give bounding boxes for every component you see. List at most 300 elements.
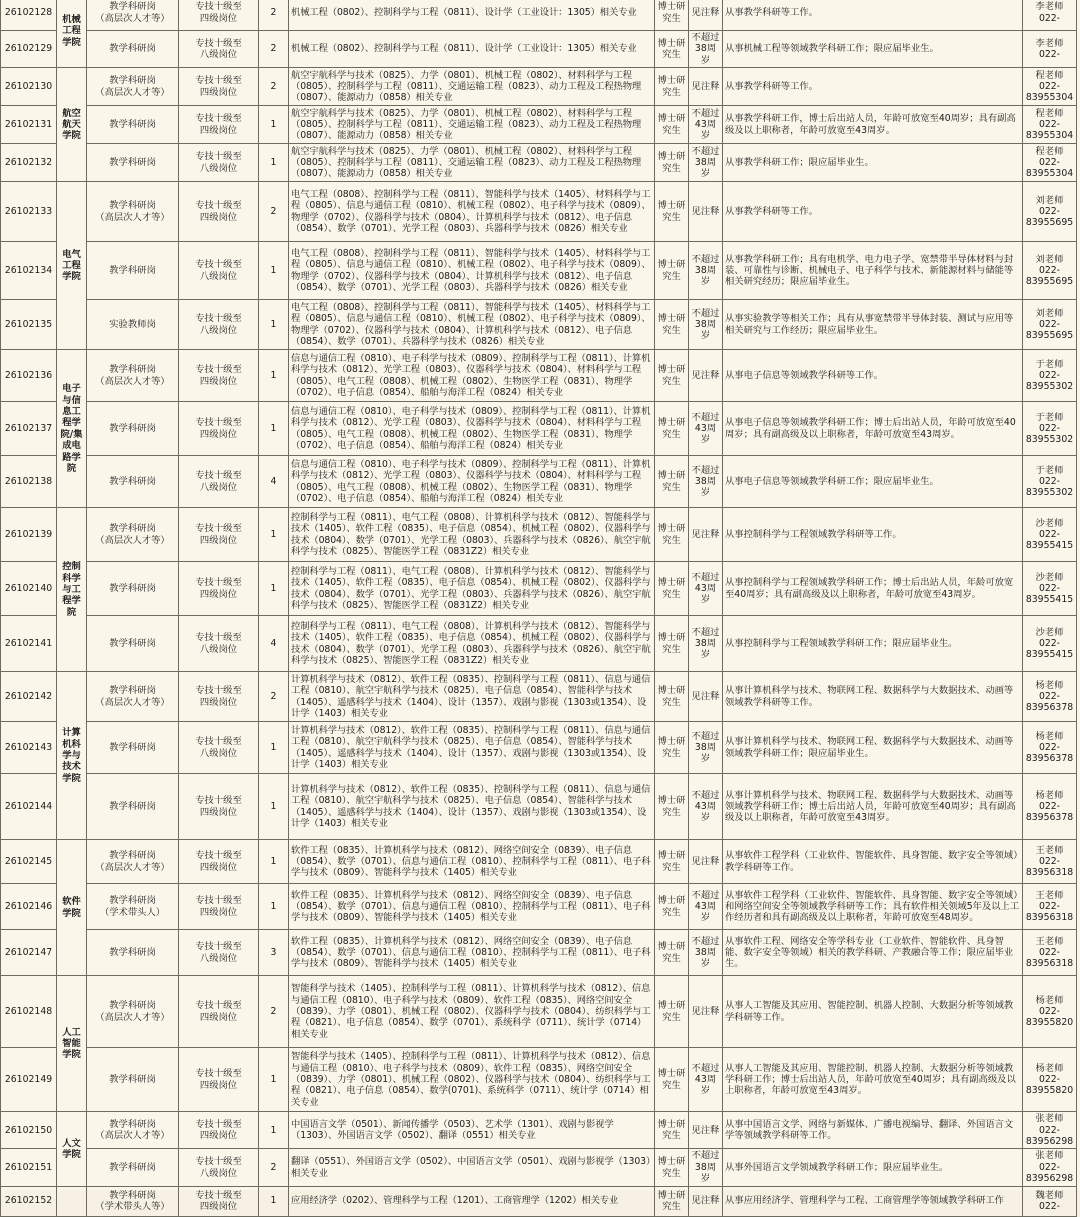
cell-line: 83955695 bbox=[1025, 217, 1074, 229]
cell-line: 教学科研岗 bbox=[109, 583, 156, 595]
hiring-count: 1 bbox=[259, 242, 289, 300]
cell-line: 教学科研岗 bbox=[109, 265, 156, 277]
cell-line: 022- bbox=[1038, 947, 1061, 959]
cell-line: 教学科研岗 bbox=[109, 1000, 156, 1012]
cell-line: 四级岗位 bbox=[199, 12, 238, 24]
contact-info bbox=[1023, 68, 1077, 106]
cell-line: 杨老师 bbox=[1035, 994, 1064, 1006]
cell-line: 专技十级至 bbox=[195, 75, 242, 87]
cell-line: 究生 bbox=[662, 1079, 681, 1091]
cell-line: 博士研 bbox=[657, 577, 686, 589]
table-row bbox=[1, 672, 1077, 722]
hiring-count: 1 bbox=[259, 840, 289, 884]
position-level bbox=[179, 402, 259, 456]
cell-line: 022- bbox=[1038, 206, 1061, 218]
position-code: 26102130 bbox=[1, 68, 57, 106]
cell-line: 022- bbox=[1038, 265, 1061, 277]
hiring-count: 1 bbox=[259, 1186, 289, 1216]
other-requirements: 从事软件工程学科（工业软件、智能软件、具身智能、数字安全等领域）和网络空间安全等领域教学科研等工作；具有软件相关领域5年及以上工作经历者和具有副高级及以上职称者，年龄可放宽至48周岁。 bbox=[723, 884, 1023, 930]
major-requirement: 智能科学与技术（1405）、控制科学与工程（0811）、计算机科学与技术（0812）、信息与通信工程（0810）、电子科学与技术（0809）、软件工程（0835）、网络空间安全（0839）、力学（0801）、机械工程（0802）、仪器科学与技术（0804）、纺织科学与工程（0821）、电子信息（0854）、数学（0701）、系统科学（0711）、统计学（0714）相关专业 bbox=[289, 976, 655, 1048]
cell-line: 专技十级至 bbox=[195, 941, 242, 953]
age-requirement: 见注释 bbox=[689, 976, 723, 1048]
education-requirement bbox=[655, 1048, 689, 1112]
cell-line: 张老师 bbox=[1035, 1150, 1064, 1162]
department-name: 计算机科学与技术学院 bbox=[57, 672, 87, 840]
department-name: 电气工程学院 bbox=[57, 182, 87, 350]
education-requirement bbox=[655, 0, 689, 31]
cell-line: 究生 bbox=[662, 1011, 681, 1023]
other-requirements: 从事教学科研等工作。 bbox=[723, 68, 1023, 106]
position-type bbox=[87, 402, 179, 456]
table-row bbox=[1, 976, 1077, 1048]
age-requirement: 见注释 bbox=[689, 0, 723, 31]
cell-line: 022- bbox=[1038, 49, 1061, 61]
major-requirement: 信息与通信工程（0810）、电子科学与技术（0809）、控制科学与工程（0811）、计算机科学与技术（0812）、光学工程（0803）、仪器科学与技术（0804）、材料科学与工程（0805）、电气工程（0808）、机械工程（0802）、生物医学工程（0831）、物理学（0702）、电子信息（0854）、船舶与海洋工程（0824）相关专业 bbox=[289, 456, 655, 508]
age-requirement: 不超过38周岁 bbox=[689, 144, 723, 182]
major-requirement: 翻译（0551）、外国语言文学（0502）、中国语言文学（0501）、戏剧与影视学（1303）相关专业 bbox=[289, 1149, 655, 1186]
table-row bbox=[1, 930, 1077, 976]
other-requirements: 从事教学科研等工作。 bbox=[723, 0, 1023, 31]
cell-line: 究生 bbox=[662, 952, 681, 964]
other-requirements: 从事电子信息等领域教学科研等工作。 bbox=[723, 350, 1023, 402]
cell-line: 83955304 bbox=[1025, 130, 1074, 142]
position-level bbox=[179, 672, 259, 722]
cell-line: 博士研 bbox=[657, 259, 686, 271]
cell-line: 刘老师 bbox=[1035, 194, 1064, 206]
position-code: 26102134 bbox=[1, 242, 57, 300]
age-requirement: 不超过43周岁 bbox=[689, 106, 723, 144]
table-row bbox=[1, 508, 1077, 562]
cell-line: （高层次人才等） bbox=[95, 1011, 170, 1023]
other-requirements: 从事应用经济学、管理科学与工程、工商管理学等领域教学科研工作 bbox=[723, 1186, 1023, 1216]
cell-line: 022- bbox=[1038, 1074, 1061, 1086]
cell-line: 四级岗位 bbox=[199, 124, 238, 136]
cell-line: 83955304 bbox=[1025, 92, 1074, 104]
hiring-count: 1 bbox=[259, 300, 289, 350]
table-row bbox=[1, 1149, 1077, 1186]
education-requirement bbox=[655, 144, 689, 182]
other-requirements: 从事计算机科学与技术、物联网工程、数据科学与大数据技术、动画等领域教学科研工作；限应届毕业生。 bbox=[723, 722, 1023, 774]
cell-line: 博士研 bbox=[657, 364, 686, 376]
cell-line: （高层次人才等） bbox=[95, 86, 170, 98]
cell-line: 83955820 bbox=[1025, 1085, 1074, 1097]
cell-line: （高层次人才等） bbox=[95, 534, 170, 546]
department-name: 电子与信息工程学院/集成电路学院 bbox=[57, 350, 87, 508]
contact-info bbox=[1023, 1149, 1077, 1186]
table-row bbox=[1, 106, 1077, 144]
hiring-count: 1 bbox=[259, 1112, 289, 1149]
cell-line: 专技十级至 bbox=[195, 850, 242, 862]
other-requirements: 从事电子信息等领域教学科研工作；博士后出站人员，年龄可放宽至40周岁；具有副高级及以上职称者，年龄可放宽至43周岁。 bbox=[723, 402, 1023, 456]
cell-line: 专技十级至 bbox=[195, 259, 242, 271]
cell-line: 四级岗位 bbox=[199, 86, 238, 98]
table-row bbox=[1, 456, 1077, 508]
cell-line: 王老师 bbox=[1035, 935, 1064, 947]
cell-line: 博士研 bbox=[657, 1189, 686, 1201]
position-level bbox=[179, 242, 259, 300]
education-requirement bbox=[655, 300, 689, 350]
contact-info bbox=[1023, 402, 1077, 456]
table-row bbox=[1, 182, 1077, 242]
cell-line: 专技十级至 bbox=[195, 736, 242, 748]
cell-line: （学术带头人等） bbox=[95, 1201, 170, 1213]
table-row bbox=[1, 562, 1077, 616]
cell-line: 八级岗位 bbox=[199, 952, 238, 964]
education-requirement bbox=[655, 722, 689, 774]
position-code: 26102129 bbox=[1, 31, 57, 68]
cell-line: 杨老师 bbox=[1035, 730, 1064, 742]
position-type bbox=[87, 722, 179, 774]
position-level bbox=[179, 31, 259, 68]
cell-line: 022- bbox=[1038, 583, 1061, 595]
contact-info bbox=[1023, 616, 1077, 672]
cell-line: 程老师 bbox=[1035, 69, 1064, 81]
position-type bbox=[87, 508, 179, 562]
cell-line: 教学科研岗 bbox=[109, 200, 156, 212]
cell-line: 专技十级至 bbox=[195, 364, 242, 376]
cell-line: 八级岗位 bbox=[199, 270, 238, 282]
position-code: 26102138 bbox=[1, 456, 57, 508]
contact-info bbox=[1023, 722, 1077, 774]
cell-line: 专技十级至 bbox=[195, 1189, 242, 1201]
position-code: 26102131 bbox=[1, 106, 57, 144]
age-requirement: 见注释 bbox=[689, 840, 723, 884]
age-requirement: 见注释 bbox=[689, 350, 723, 402]
age-requirement: 不超过38周岁 bbox=[689, 722, 723, 774]
cell-line: 83955695 bbox=[1025, 330, 1074, 342]
contact-info bbox=[1023, 350, 1077, 402]
major-requirement: 控制科学与工程（0811）、电气工程（0808）、计算机科学与技术（0812）、智能科学与技术（1405）、软件工程（0835）、电子信息（0854）、机械工程（0802）、仪器科学与技术（0804）、数学（0701）、光学工程（0803）、兵器科学与技术（0826）、航空宇航科学与技术（0825）、智能医学工程（0831Z2）相关专业 bbox=[289, 616, 655, 672]
position-level bbox=[179, 106, 259, 144]
cell-line: 教学科研岗 bbox=[109, 1161, 156, 1173]
cell-line: 八级岗位 bbox=[199, 747, 238, 759]
cell-line: 李老师 bbox=[1035, 37, 1064, 49]
cell-line: （高层次人才等） bbox=[95, 1130, 170, 1142]
major-requirement: 机械工程（0802）、控制科学与工程（0811）、设计学（工业设计：1305）相关专业 bbox=[289, 31, 655, 68]
cell-line: 022- bbox=[1038, 901, 1061, 913]
cell-line: 张老师 bbox=[1035, 1113, 1064, 1125]
other-requirements: 从事人工智能及其应用、智能控制、机器人控制、大数据分析等领域教学科研等工作。 bbox=[723, 976, 1023, 1048]
cell-line: 教学科研岗 bbox=[109, 947, 156, 959]
cell-line: 83955302 bbox=[1025, 381, 1074, 393]
cell-line: 022- bbox=[1038, 81, 1061, 93]
position-level bbox=[179, 350, 259, 402]
position-type bbox=[87, 106, 179, 144]
other-requirements: 从事教学科研工作，博士后出站人员，年龄可放宽至40周岁；具有副高级及以上职称者，年龄可放宽至43周岁。 bbox=[723, 106, 1023, 144]
position-type bbox=[87, 1186, 179, 1216]
cell-line: 魏老师 bbox=[1035, 1189, 1064, 1201]
table-row bbox=[1, 722, 1077, 774]
hiring-count: 4 bbox=[259, 456, 289, 508]
cell-line: 教学科研岗 bbox=[109, 523, 156, 535]
cell-line: 四级岗位 bbox=[199, 588, 238, 600]
contact-info bbox=[1023, 242, 1077, 300]
education-requirement bbox=[655, 616, 689, 672]
age-requirement: 不超过38周岁 bbox=[689, 31, 723, 68]
cell-line: 博士研 bbox=[657, 1118, 686, 1130]
age-requirement: 不超过38周岁 bbox=[689, 300, 723, 350]
other-requirements: 从事机械工程等领域教学科研工作；限应届毕业生。 bbox=[723, 31, 1023, 68]
cell-line: 教学科研岗 bbox=[109, 364, 156, 376]
major-requirement: 信息与通信工程（0810）、电子科学与技术（0809）、控制科学与工程（0811）、计算机科学与技术（0812）、光学工程（0803）、仪器科学与技术（0804）、材料科学与工程（0805）、电气工程（0808）、机械工程（0802）、生物医学工程（0831）、物理学（0702）、电子信息（0854）、船舶与海洋工程（0824）相关专业 bbox=[289, 350, 655, 402]
position-level bbox=[179, 616, 259, 672]
department-name: 软件学院 bbox=[57, 840, 87, 976]
hiring-count: 1 bbox=[259, 722, 289, 774]
cell-line: 博士研 bbox=[657, 632, 686, 644]
cell-line: 四级岗位 bbox=[199, 861, 238, 873]
cell-line: 博士研 bbox=[657, 736, 686, 748]
age-requirement: 不超过38周岁 bbox=[689, 930, 723, 976]
position-type bbox=[87, 300, 179, 350]
age-requirement: 不超过38周岁 bbox=[689, 1149, 723, 1186]
cell-line: 专技十级至 bbox=[195, 417, 242, 429]
education-requirement bbox=[655, 31, 689, 68]
cell-line: 022- bbox=[1038, 1006, 1061, 1018]
hiring-count: 1 bbox=[259, 106, 289, 144]
cell-line: 专技十级至 bbox=[195, 1000, 242, 1012]
cell-line: 究生 bbox=[662, 49, 681, 61]
position-type bbox=[87, 1112, 179, 1149]
cell-line: 83956378 bbox=[1025, 702, 1074, 714]
major-requirement: 电气工程（0808）、控制科学与工程（0811）、智能科学与技术（1405）、材料科学与工程（0805）、信息与通信工程（0810）、机械工程（0802）、电子科学与技术（0809）、物理学（0702）、仪器科学与技术（0804）、计算机科学与技术（0812）、电子信息（0854）、数学（0701）、光学工程（0803）、兵器科学与技术（0826）相关专业 bbox=[289, 182, 655, 242]
position-code: 26102150 bbox=[1, 1112, 57, 1149]
education-requirement bbox=[655, 884, 689, 930]
hiring-count: 2 bbox=[259, 1149, 289, 1186]
hiring-count: 2 bbox=[259, 672, 289, 722]
major-requirement: 控制科学与工程（0811）、电气工程（0808）、计算机科学与技术（0812）、智能科学与技术（1405）、软件工程（0835）、电子信息（0854）、机械工程（0802）、仪器科学与技术（0804）、数学（0701）、光学工程（0803）、兵器科学与技术（0826）、航空宇航科学与技术（0825）、智能医学工程（0831Z2）相关专业 bbox=[289, 508, 655, 562]
cell-line: 博士研 bbox=[657, 850, 686, 862]
cell-line: 83956378 bbox=[1025, 812, 1074, 824]
position-code: 26102143 bbox=[1, 722, 57, 774]
table-row bbox=[1, 31, 1077, 68]
major-requirement: 航空宇航科学与技术（0825）、力学（0801）、机械工程（0802）、材料科学与工程（0805）、控制科学与工程（0811）、交通运输工程（0823）、动力工程及工程热物理（0807）、能源动力（0858）相关专业 bbox=[289, 106, 655, 144]
age-requirement: 不超过43周岁 bbox=[689, 562, 723, 616]
cell-line: 八级岗位 bbox=[199, 481, 238, 493]
cell-line: 83956378 bbox=[1025, 753, 1074, 765]
cell-line: 究生 bbox=[662, 211, 681, 223]
education-requirement bbox=[655, 1112, 689, 1149]
cell-line: 四级岗位 bbox=[199, 428, 238, 440]
cell-line: 究生 bbox=[662, 1130, 681, 1142]
age-requirement: 不超过38周岁 bbox=[689, 456, 723, 508]
cell-line: 022- bbox=[1038, 1201, 1061, 1213]
cell-line: 专技十级至 bbox=[195, 1118, 242, 1130]
position-level bbox=[179, 144, 259, 182]
major-requirement: 电气工程（0808）、控制科学与工程（0811）、智能科学与技术（1405）、材料科学与工程（0805）、信息与通信工程（0810）、机械工程（0802）、电子科学与技术（0809）、物理学（0702）、仪器科学与技术（0804）、计算机科学与技术（0812）、电子信息（0854）、数学（0701）、光学工程（0803）、兵器科学与技术（0826）相关专业 bbox=[289, 242, 655, 300]
education-requirement bbox=[655, 562, 689, 616]
cell-line: 博士研 bbox=[657, 113, 686, 125]
education-requirement bbox=[655, 182, 689, 242]
cell-line: （高层次人才等） bbox=[95, 861, 170, 873]
position-level bbox=[179, 300, 259, 350]
position-type bbox=[87, 182, 179, 242]
department-name: 航空航天学院 bbox=[57, 68, 87, 182]
cell-line: 究生 bbox=[662, 643, 681, 655]
cell-line: 王老师 bbox=[1035, 889, 1064, 901]
cell-line: 教学科研岗 bbox=[109, 43, 156, 55]
contact-info bbox=[1023, 106, 1077, 144]
table-row bbox=[1, 884, 1077, 930]
cell-line: 专技十级至 bbox=[195, 113, 242, 125]
cell-line: 教学科研岗 bbox=[109, 742, 156, 754]
position-code: 26102140 bbox=[1, 562, 57, 616]
cell-line: 程老师 bbox=[1035, 145, 1064, 157]
cell-line: 专技十级至 bbox=[195, 577, 242, 589]
cell-line: 022- bbox=[1038, 1161, 1061, 1173]
table-row bbox=[1, 616, 1077, 672]
contact-info bbox=[1023, 0, 1077, 31]
cell-line: 博士研 bbox=[657, 151, 686, 163]
cell-line: 022- bbox=[1038, 638, 1061, 650]
education-requirement bbox=[655, 672, 689, 722]
major-requirement: 航空宇航科学与技术（0825）、力学（0801）、机械工程（0802）、材料科学与工程（0805）、控制科学与工程（0811）、交通运输工程（0823）、动力工程及工程热物理（0807）、能源动力（0858）相关专业 bbox=[289, 144, 655, 182]
other-requirements: 从事人工智能及其应用、智能控制、机器人控制、大数据分析等领域教学科研工作；博士后出站人员，年龄可放宽至40周岁；具有副高级及以上职称者，年龄可放宽至43周岁。 bbox=[723, 1048, 1023, 1112]
cell-line: 王老师 bbox=[1035, 844, 1064, 856]
cell-line: 83956298 bbox=[1025, 1136, 1074, 1148]
cell-line: 专技十级至 bbox=[195, 795, 242, 807]
cell-line: 83955695 bbox=[1025, 276, 1074, 288]
position-code: 26102128 bbox=[1, 0, 57, 31]
position-level bbox=[179, 456, 259, 508]
other-requirements: 从事教学科研工作；限应届毕业生。 bbox=[723, 144, 1023, 182]
position-type bbox=[87, 930, 179, 976]
cell-line: 究生 bbox=[662, 124, 681, 136]
cell-line: 教学科研岗 bbox=[109, 850, 156, 862]
cell-line: 博士研 bbox=[657, 1000, 686, 1012]
education-requirement bbox=[655, 402, 689, 456]
cell-line: 四级岗位 bbox=[199, 1201, 238, 1213]
cell-line: 专技十级至 bbox=[195, 895, 242, 907]
hiring-count: 1 bbox=[259, 774, 289, 840]
cell-line: （学术带头人） bbox=[99, 906, 166, 918]
position-code: 26102148 bbox=[1, 976, 57, 1048]
major-requirement: 电气工程（0808）、控制科学与工程（0811）、智能科学与技术（1405）、材料科学与工程（0805）、信息与通信工程（0810）、机械工程（0802）、电子科学与技术（0809）、物理学（0702）、仪器科学与技术（0804）、计算机科学与技术（0812）、电子信息（0854）、数学（0701）、兵器科学与技术（0826）相关专业 bbox=[289, 300, 655, 350]
major-requirement: 航空宇航科学与技术（0825）、力学（0801）、机械工程（0802）、材料科学与工程（0805）、控制科学与工程（0811）、交通运输工程（0823）、动力工程及工程热物理（0807）、能源动力（0858）相关专业 bbox=[289, 68, 655, 106]
contact-info bbox=[1023, 930, 1077, 976]
cell-line: 022- bbox=[1038, 742, 1061, 754]
age-requirement: 不超过38周岁 bbox=[689, 616, 723, 672]
position-code: 26102136 bbox=[1, 350, 57, 402]
position-type bbox=[87, 456, 179, 508]
cell-line: 83955302 bbox=[1025, 487, 1074, 499]
other-requirements: 从事教学科研等工作。 bbox=[723, 182, 1023, 242]
major-requirement: 计算机科学与技术（0812）、软件工程（0835）、控制科学与工程（0811）、信息与通信工程（0810）、航空宇航科学与技术（0825）、电子信息（0854）、智能科学与技术（1405）、遥感科学与技术（1404）、设计（1357）、戏剧与影视（1303或1354）、设计学（1403）相关专业 bbox=[289, 722, 655, 774]
cell-line: 专技十级至 bbox=[195, 1156, 242, 1168]
cell-line: 博士研 bbox=[657, 313, 686, 325]
major-requirement: 软件工程（0835）、计算机科学与技术（0812）、网络空间安全（0839）、电子信息（0854）、数学（0701）、信息与通信工程（0810）、控制科学与工程（0811）、电子科学与技术（0809）、智能科学与技术（1405）相关专业 bbox=[289, 930, 655, 976]
cell-line: 博士研 bbox=[657, 37, 686, 49]
hiring-count: 2 bbox=[259, 68, 289, 106]
other-requirements: 从事计算机科学与技术、物联网工程、数据科学与大数据技术、动画等领域教学科研工作；博士后出站人员，年龄可放宽至40周岁；具有副高级及以上职称者，年龄可放宽至43周岁。 bbox=[723, 774, 1023, 840]
cell-line: 四级岗位 bbox=[199, 534, 238, 546]
other-requirements: 从事软件工程、网络安全等学科专业（工业软件、智能软件、具身智能、数字安全等领域）相关的教学科研、产教融合等工作；限应届毕业生。 bbox=[723, 930, 1023, 976]
cell-line: 杨老师 bbox=[1035, 679, 1064, 691]
hiring-count: 1 bbox=[259, 350, 289, 402]
cell-line: 教学科研岗 bbox=[109, 75, 156, 87]
cell-line: 沙老师 bbox=[1035, 626, 1064, 638]
table-row bbox=[1, 1048, 1077, 1112]
table-row bbox=[1, 350, 1077, 402]
other-requirements: 从事外国语言文学领域教学科研工作；限应届毕业生。 bbox=[723, 1149, 1023, 1186]
education-requirement bbox=[655, 930, 689, 976]
position-type bbox=[87, 562, 179, 616]
education-requirement bbox=[655, 774, 689, 840]
cell-line: 教学科研岗 bbox=[109, 157, 156, 169]
table-row bbox=[1, 144, 1077, 182]
table-row bbox=[1, 68, 1077, 106]
cell-line: 专技十级至 bbox=[195, 37, 242, 49]
major-requirement: 信息与通信工程（0810）、电子科学与技术（0809）、控制科学与工程（0811）、计算机科学与技术（0812）、光学工程（0803）、仪器科学与技术（0804）、材料科学与工程（0805）、电气工程（0808）、机械工程（0802）、生物医学工程（0831）、物理学（0702）、电子信息（0854）、船舶与海洋工程（0824）相关专业 bbox=[289, 402, 655, 456]
age-requirement: 见注释 bbox=[689, 182, 723, 242]
contact-info bbox=[1023, 976, 1077, 1048]
position-code: 26102144 bbox=[1, 774, 57, 840]
other-requirements: 从事教学科研工作；具有电机学、电力电子学、宽禁带半导体材料与封装、可靠性与诊断、机械电子、电子科学与技术、新能源材料与储能等相关研究经历；限应届毕业生。 bbox=[723, 242, 1023, 300]
cell-line: （高层次人才等） bbox=[95, 375, 170, 387]
hiring-count: 2 bbox=[259, 976, 289, 1048]
position-level bbox=[179, 1149, 259, 1186]
cell-line: 83955415 bbox=[1025, 540, 1074, 552]
cell-line: 四级岗位 bbox=[199, 696, 238, 708]
hiring-count: 4 bbox=[259, 616, 289, 672]
cell-line: 教学科研岗 bbox=[109, 1074, 156, 1086]
cell-line: 博士研 bbox=[657, 941, 686, 953]
cell-line: 于老师 bbox=[1035, 411, 1064, 423]
other-requirements: 从事控制科学与工程领域教学科研工作；限应届毕业生。 bbox=[723, 616, 1023, 672]
cell-line: 83955415 bbox=[1025, 594, 1074, 606]
cell-line: 八级岗位 bbox=[199, 324, 238, 336]
age-requirement: 见注释 bbox=[689, 508, 723, 562]
cell-line: 究生 bbox=[662, 588, 681, 600]
contact-info bbox=[1023, 456, 1077, 508]
cell-line: 博士研 bbox=[657, 200, 686, 212]
position-level bbox=[179, 976, 259, 1048]
other-requirements: 从事中国语言文学、网络与新媒体、广播电视编导、翻译、外国语言文学等领域教学科研等工作。 bbox=[723, 1112, 1023, 1149]
cell-line: 博士研 bbox=[657, 470, 686, 482]
cell-line: 专技十级至 bbox=[195, 632, 242, 644]
position-type bbox=[87, 31, 179, 68]
table-row bbox=[1, 300, 1077, 350]
position-code: 26102132 bbox=[1, 144, 57, 182]
position-type bbox=[87, 1149, 179, 1186]
cell-line: 博士研 bbox=[657, 795, 686, 807]
cell-line: 教学科研岗 bbox=[109, 685, 156, 697]
department-name bbox=[57, 1186, 87, 1216]
position-level bbox=[179, 68, 259, 106]
cell-line: 博士研 bbox=[657, 1068, 686, 1080]
other-requirements: 从事计算机科学与技术、物联网工程、数据科学与大数据技术、动画等领域教学科研等工作。 bbox=[723, 672, 1023, 722]
major-requirement: 计算机科学与技术（0812）、软件工程（0835）、控制科学与工程（0811）、信息与通信工程（0810）、航空宇航科学与技术（0825）、电子信息（0854）、智能科学与技术（1405）、遥感科学与技术（1404）、设计（1357）、戏剧与影视（1303或1354）、设计学（1403）相关专业 bbox=[289, 672, 655, 722]
cell-line: 杨老师 bbox=[1035, 1062, 1064, 1074]
contact-info bbox=[1023, 840, 1077, 884]
age-requirement: 见注释 bbox=[689, 68, 723, 106]
hiring-count: 3 bbox=[259, 930, 289, 976]
cell-line: （高层次人才等） bbox=[95, 211, 170, 223]
cell-line: 专技十级至 bbox=[195, 1, 242, 13]
position-code: 26102145 bbox=[1, 840, 57, 884]
position-level bbox=[179, 774, 259, 840]
education-requirement bbox=[655, 68, 689, 106]
hiring-count: 1 bbox=[259, 508, 289, 562]
education-requirement bbox=[655, 508, 689, 562]
cell-line: 究生 bbox=[662, 428, 681, 440]
cell-line: 四级岗位 bbox=[199, 375, 238, 387]
age-requirement: 不超过43周岁 bbox=[689, 884, 723, 930]
cell-line: 究生 bbox=[662, 12, 681, 24]
cell-line: 博士研 bbox=[657, 523, 686, 535]
contact-info bbox=[1023, 31, 1077, 68]
department-name: 人文学院 bbox=[57, 1112, 87, 1186]
table-row bbox=[1, 1186, 1077, 1216]
